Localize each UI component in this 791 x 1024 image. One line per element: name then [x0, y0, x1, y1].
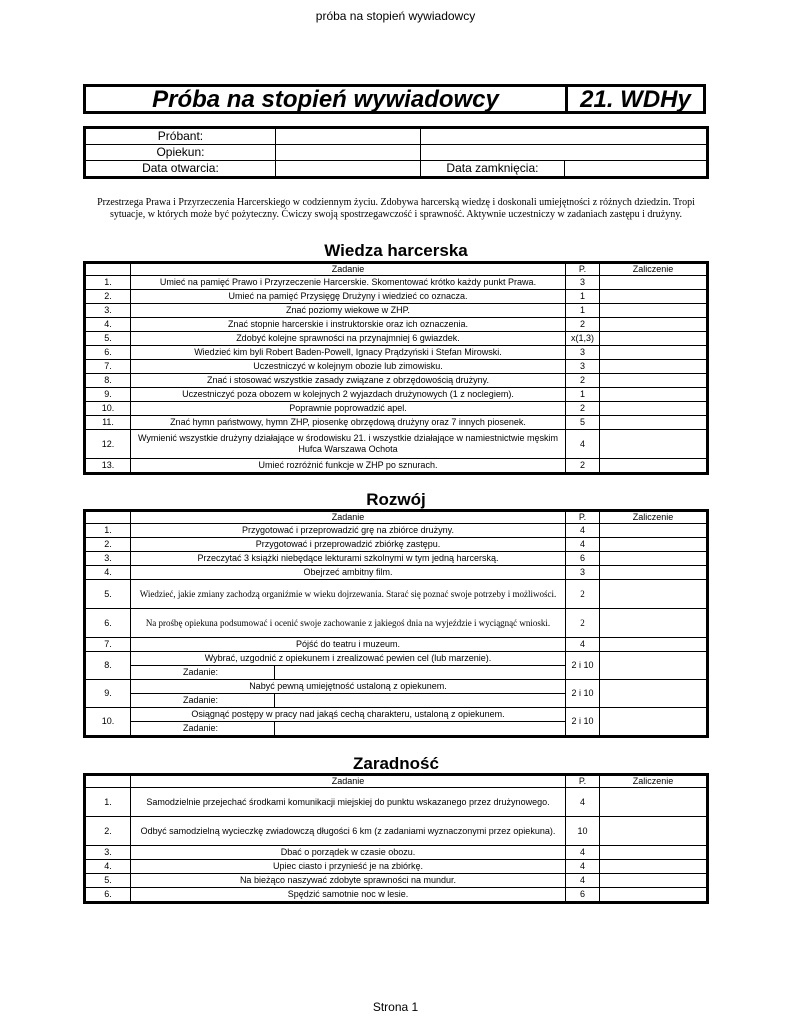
title-box [83, 84, 706, 114]
task-text: Umieć rozróżnić funkcje w ZHP po sznurach. [131, 459, 566, 474]
table-row [85, 430, 708, 459]
task-text: Przygotować i przeprowadzić grę na zbiórce drużyny. [131, 524, 566, 538]
task-points: 2 [566, 374, 600, 388]
credit-cell[interactable] [600, 609, 708, 638]
task-number: 3. [85, 304, 131, 318]
task-points: x(1,3) [566, 332, 600, 346]
task-number: 6. [85, 609, 131, 638]
task-text: Spędzić samotnie noc w lesie. [131, 888, 566, 903]
task-text: Obejrzeć ambitny film. [131, 566, 566, 580]
credit-cell[interactable] [600, 888, 708, 903]
task-points: 2 [566, 459, 600, 474]
table-row [85, 788, 708, 817]
subtask-field[interactable] [275, 666, 566, 680]
task-points: 3 [566, 566, 600, 580]
task-number: 9. [85, 680, 131, 708]
task-number: 7. [85, 360, 131, 374]
task-number: 1. [85, 276, 131, 290]
task-number: 4. [85, 860, 131, 874]
closed-date-field[interactable] [565, 161, 708, 178]
page-footer: Strona 1 [372, 1000, 419, 1014]
task-points: 3 [566, 276, 600, 290]
credit-cell[interactable] [600, 846, 708, 860]
credit-cell[interactable] [600, 332, 708, 346]
mentor-label: Opiekun: [85, 145, 276, 161]
num-header [85, 511, 131, 524]
page-header: próba na stopień wywiadowcy [315, 9, 476, 23]
table-row [85, 680, 708, 694]
task-text: Umieć na pamięć Prawo i Przyrzeczenie Harcerskie. Skomentować krótko każdy punkt Prawa. [131, 276, 566, 290]
task-points: 2 [566, 609, 600, 638]
credit-cell[interactable] [600, 580, 708, 609]
closed-date-label: Data zamknięcia: [420, 161, 565, 178]
table-row [85, 652, 708, 666]
credit-cell[interactable] [600, 402, 708, 416]
table-rozwoj [83, 509, 709, 738]
task-points: 1 [566, 290, 600, 304]
table-row [85, 360, 708, 374]
task-number: 4. [85, 318, 131, 332]
task-points: 4 [566, 430, 600, 459]
task-number: 2. [85, 817, 131, 846]
task-text: Odbyć samodzielną wycieczkę zwiadowczą długości 6 km (z zadaniami wyznaczonymi przez opiekuna). [131, 817, 566, 846]
task-number: 5. [85, 874, 131, 888]
opened-date-label: Data otwarcia: [85, 161, 276, 178]
task-number: 5. [85, 580, 131, 609]
task-text: Znać hymn państwowy, hymn ZHP, piosenkę obrzędową drużyny oraz 7 innych piosenek. [131, 416, 566, 430]
table-row [85, 416, 708, 430]
table-row [85, 566, 708, 580]
task-header: Zadanie [131, 511, 566, 524]
task-number: 8. [85, 652, 131, 680]
credit-cell[interactable] [600, 538, 708, 552]
points-header: P. [566, 775, 600, 788]
table-row [85, 402, 708, 416]
credit-cell[interactable] [600, 360, 708, 374]
credit-cell[interactable] [600, 276, 708, 290]
table-row [85, 290, 708, 304]
credit-cell[interactable] [600, 304, 708, 318]
proband-field[interactable] [275, 128, 420, 145]
table-zaradnosc [83, 773, 709, 904]
task-points: 2 i 10 [566, 680, 600, 708]
task-header: Zadanie [131, 263, 566, 276]
credit-cell[interactable] [600, 524, 708, 538]
task-points: 4 [566, 846, 600, 860]
task-text: Zdobyć kolejne sprawności na przynajmniej 6 gwiazdek. [131, 332, 566, 346]
points-header: P. [566, 511, 600, 524]
table-row [85, 459, 708, 474]
credit-cell[interactable] [600, 290, 708, 304]
task-number: 2. [85, 290, 131, 304]
task-text: Uczestniczyć w kolejnym obozie lub zimowisku. [131, 360, 566, 374]
subtask-label: Zadanie: [131, 722, 275, 737]
task-text: Samodzielnie przejechać środkami komunikacji miejskiej do punktu wskazanego przez drużynowego. [131, 788, 566, 817]
credit-header: Zaliczenie [600, 511, 708, 524]
task-number: 6. [85, 346, 131, 360]
task-number: 3. [85, 846, 131, 860]
task-number: 13. [85, 459, 131, 474]
task-text: Znać stopnie harcerskie i instruktorskie oraz ich oznaczenia. [131, 318, 566, 332]
task-points: 4 [566, 860, 600, 874]
task-text: Pójść do teatru i muzeum. [131, 638, 566, 652]
table-row [85, 538, 708, 552]
table-row [85, 817, 708, 846]
credit-cell[interactable] [600, 552, 708, 566]
task-points: 1 [566, 304, 600, 318]
table-row [85, 846, 708, 860]
intro-text: Przestrzega Prawa i Przyrzeczenia Harcerskiego w codziennym życiu. Zdobywa harcerską wiedzę i doskonali umiejętności z różnych dziedzin. Tropi sytuacje, w których może być pożyteczny. Ćwiczy swoją spostrzegawczość i sprawność. Aktywnie uczestniczy w zadaniach zastępu i drużyny. [97, 197, 695, 220]
task-number: 2. [85, 538, 131, 552]
mentor-extra-field[interactable] [420, 145, 707, 161]
task-points: 4 [566, 538, 600, 552]
task-text: Poprawnie poprowadzić apel. [131, 402, 566, 416]
task-points: 10 [566, 817, 600, 846]
credit-cell[interactable] [600, 874, 708, 888]
task-points: 2 i 10 [566, 708, 600, 737]
credit-cell[interactable] [600, 860, 708, 874]
num-header [85, 263, 131, 276]
table-row [85, 346, 708, 360]
credit-cell[interactable] [600, 388, 708, 402]
section-title-rozwoj: Rozwój [366, 490, 426, 509]
task-text: Osiągnąć postępy w pracy nad jakąś cechą charakteru, ustaloną z opiekunem. [131, 708, 566, 722]
task-text: Umieć na pamięć Przysięgę Drużyny i wiedzieć co oznacza. [131, 290, 566, 304]
task-points: 4 [566, 874, 600, 888]
subtask-field[interactable] [275, 694, 566, 708]
task-number: 5. [85, 332, 131, 346]
task-text: Znać i stosować wszystkie zasady związane z obrzędowością drużyny. [131, 374, 566, 388]
table-row [85, 638, 708, 652]
task-points: 1 [566, 388, 600, 402]
table-row [85, 552, 708, 566]
subtask-field[interactable] [275, 722, 566, 737]
task-text: Przygotować i przeprowadzić zbiórkę zastępu. [131, 538, 566, 552]
task-number: 8. [85, 374, 131, 388]
task-text: Wiedzieć, jakie zmiany zachodzą organiźmie w wieku dojrzewania. Starać się poznać swoje potrzeby i możliwości. [131, 580, 566, 609]
section-title-zaradnosc: Zaradność [353, 754, 439, 773]
task-text: Wybrać, uzgodnić z opiekunem i zrealizować pewien cel (lub marzenie). [131, 652, 566, 666]
table-row [85, 388, 708, 402]
credit-cell[interactable] [600, 346, 708, 360]
task-number: 4. [85, 566, 131, 580]
task-points: 5 [566, 416, 600, 430]
credit-cell[interactable] [600, 459, 708, 474]
task-number: 1. [85, 788, 131, 817]
table-row [85, 874, 708, 888]
credit-cell[interactable] [600, 708, 708, 737]
task-points: 2 [566, 318, 600, 332]
credit-cell[interactable] [600, 788, 708, 817]
subtask-label: Zadanie: [131, 666, 275, 680]
task-text: Przeczytać 3 książki niebędące lekturami szkolnymi w tym jedną harcerską. [131, 552, 566, 566]
task-number: 3. [85, 552, 131, 566]
task-text: Dbać o porządek w czasie obozu. [131, 846, 566, 860]
task-number: 10. [85, 708, 131, 737]
task-text: Uczestniczyć poza obozem w kolejnych 2 wyjazdach drużynowych (1 z noclegiem). [131, 388, 566, 402]
num-header [85, 775, 131, 788]
table-wiedza [83, 261, 709, 475]
task-number: 1. [85, 524, 131, 538]
task-number: 11. [85, 416, 131, 430]
credit-cell[interactable] [600, 318, 708, 332]
task-points: 4 [566, 638, 600, 652]
table-row [85, 374, 708, 388]
table-row [85, 276, 708, 290]
task-points: 2 [566, 402, 600, 416]
table-row [85, 318, 708, 332]
task-points: 3 [566, 360, 600, 374]
task-text: Na prośbę opiekuna podsumować i ocenić swoje zachowanie z jakiegoś dnia na wyjeździe i wyciągnąć wnioski. [131, 609, 566, 638]
task-number: 12. [85, 430, 131, 459]
proband-extra-field[interactable] [420, 128, 707, 145]
unit-name: 21. WDHy [580, 86, 691, 113]
task-text: Wiedzieć kim byli Robert Baden-Powell, Ignacy Prądzyński i Stefan Mirowski. [131, 346, 566, 360]
opened-date-field[interactable] [275, 161, 420, 178]
task-text: Na bieżąco naszywać zdobyte sprawności na mundur. [131, 874, 566, 888]
task-number: 6. [85, 888, 131, 903]
info-table [83, 126, 709, 179]
page-title: Próba na stopień wywiadowcy [86, 87, 568, 111]
task-points: 2 [566, 580, 600, 609]
table-row [85, 524, 708, 538]
table-row [85, 332, 708, 346]
task-text: Upiec ciasto i przynieść je na zbiórkę. [131, 860, 566, 874]
table-row [85, 708, 708, 722]
task-points: 6 [566, 552, 600, 566]
table-row [85, 580, 708, 609]
task-number: 7. [85, 638, 131, 652]
credit-cell[interactable] [600, 638, 708, 652]
points-header: P. [566, 263, 600, 276]
credit-cell[interactable] [600, 566, 708, 580]
task-number: 10. [85, 402, 131, 416]
credit-cell[interactable] [600, 374, 708, 388]
task-text: Nabyć pewną umiejętność ustaloną z opiekunem. [131, 680, 566, 694]
credit-header: Zaliczenie [600, 263, 708, 276]
task-number: 9. [85, 388, 131, 402]
task-points: 4 [566, 524, 600, 538]
credit-cell[interactable] [600, 680, 708, 708]
credit-cell[interactable] [600, 416, 708, 430]
section-title-wiedza: Wiedza harcerska [324, 241, 468, 260]
mentor-field[interactable] [275, 145, 420, 161]
task-points: 3 [566, 346, 600, 360]
table-row [85, 888, 708, 903]
proband-label: Próbant: [85, 128, 276, 145]
table-row [85, 609, 708, 638]
credit-cell[interactable] [600, 652, 708, 680]
table-row [85, 304, 708, 318]
task-points: 2 i 10 [566, 652, 600, 680]
task-points: 6 [566, 888, 600, 903]
credit-header: Zaliczenie [600, 775, 708, 788]
task-header: Zadanie [131, 775, 566, 788]
table-row [85, 860, 708, 874]
subtask-label: Zadanie: [131, 694, 275, 708]
task-text: Wymienić wszystkie drużyny działające w środowisku 21. i wszystkie działające w namiestnictwie męskim Hufca Warszawa Ochota [131, 430, 566, 459]
credit-cell[interactable] [600, 430, 708, 459]
task-points: 4 [566, 788, 600, 817]
task-text: Znać poziomy wiekowe w ZHP. [131, 304, 566, 318]
credit-cell[interactable] [600, 817, 708, 846]
